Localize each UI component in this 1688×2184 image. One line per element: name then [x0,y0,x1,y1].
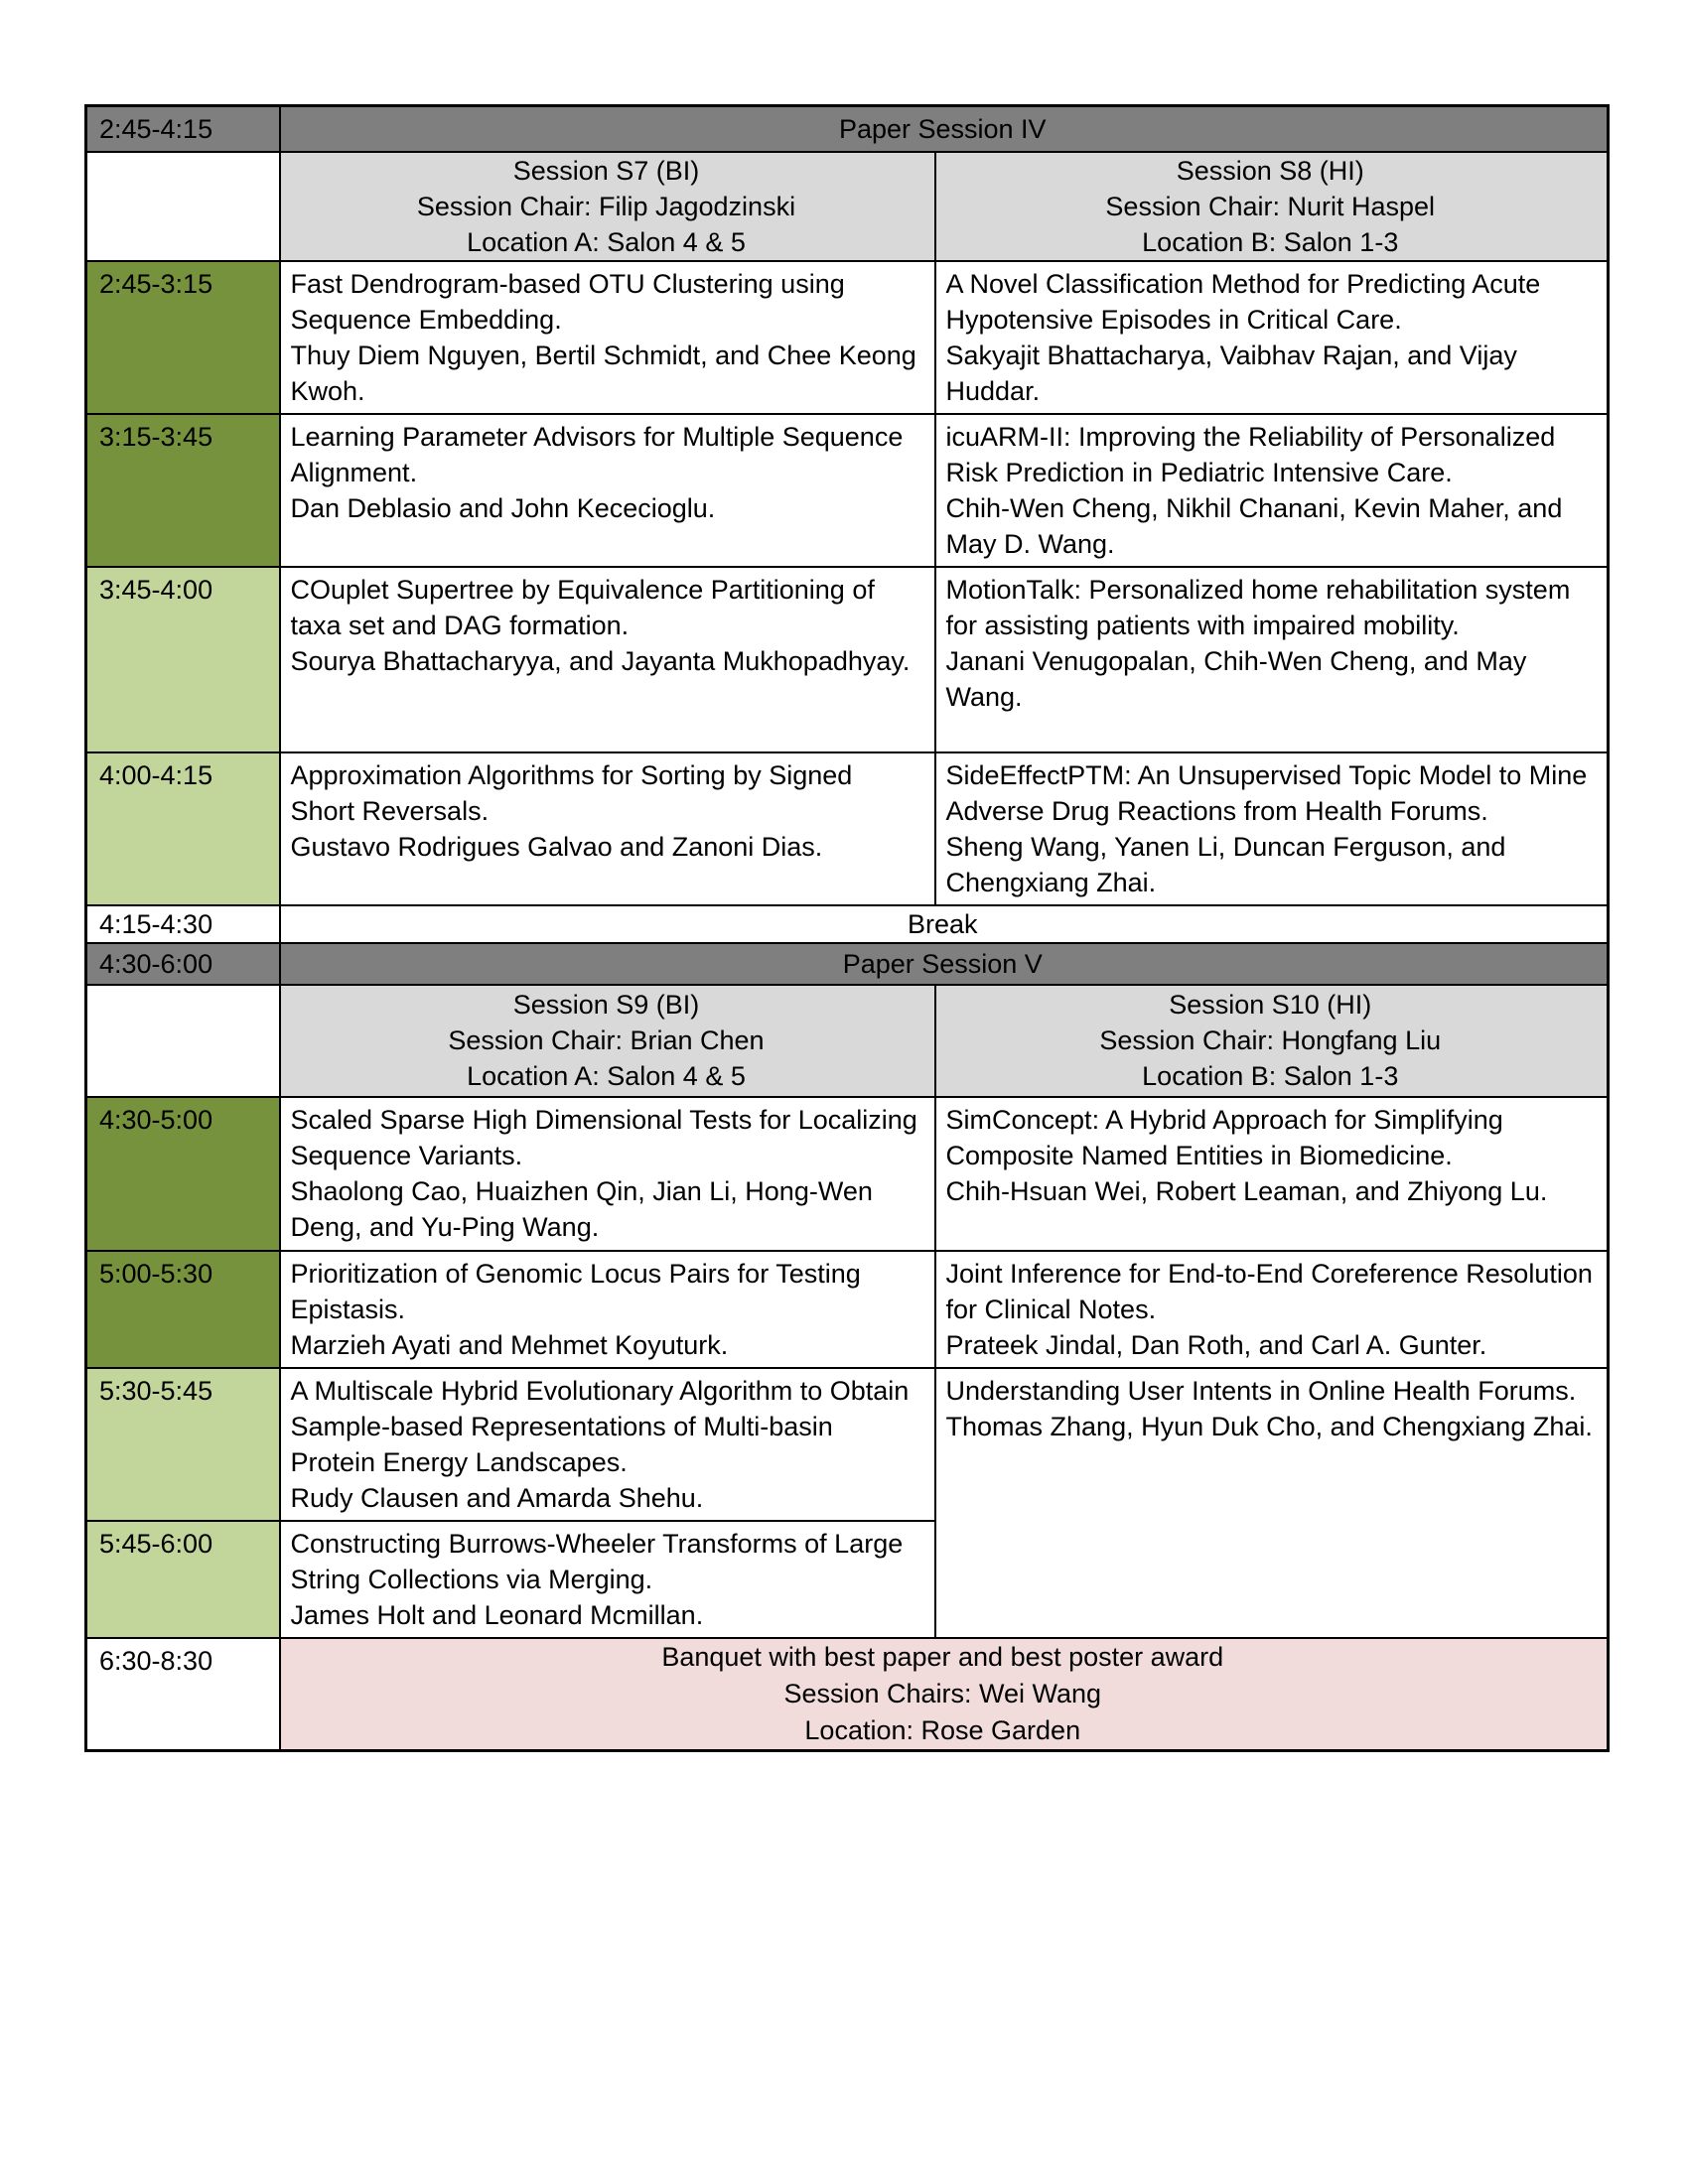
paper-authors: Janani Venugopalan, Chih-Wen Cheng, and May Wang. [945,645,1527,712]
banquet-chairs: Session Chairs: Wei Wang [783,1678,1102,1708]
paper-authors: Sakyajit Bhattacharya, Vaibhav Rajan, and Vijay Huddar. [945,340,1517,406]
time-cell: 4:15-4:30 [86,905,280,943]
section-time-cell: 2:45-4:15 [86,106,280,152]
session-name: Session S9 (BI) [512,990,700,1020]
paper-title: SimConcept: A Hybrid Approach for Simplifying Composite Named Entities in Biomedicine. [945,1104,1503,1170]
paper-authors: Marzieh Ayati and Mehmet Koyuturk. [290,1329,729,1360]
paper-authors: Gustavo Rodrigues Galvao and Zanoni Dias. [290,831,823,862]
paper-title: icuARM-II: Improving the Reliability of Personalized Risk Prediction in Pediatric Intensive Care. [945,421,1556,487]
section-header-row [86,943,1609,985]
paper-authors: Thomas Zhang, Hyun Duk Cho, and Chengxiang Zhai. [945,1411,1593,1441]
paper-title: Fast Dendrogram-based OTU Clustering using Sequence Embedding. [290,268,845,335]
paper-title: COuplet Supertree by Equivalence Partitioning of taxa set and DAG formation. [290,574,875,640]
paper-title: Approximation Algorithms for Sorting by Signed Short Reversals. [290,759,853,826]
session-name: Session S10 (HI) [1169,990,1372,1020]
section-time-cell: 4:30-6:00 [86,943,280,985]
time-cell: 5:45-6:00 [86,1521,280,1638]
time-cell: 3:45-4:00 [86,567,280,752]
schedule-row [86,1368,1609,1521]
session-chair: Session Chair: Nurit Haspel [1105,191,1436,221]
paper-authors: Chih-Wen Cheng, Nikhil Chanani, Kevin Maher, and May D. Wang. [945,492,1563,559]
section-header-row [86,106,1609,152]
time-cell: 4:00-4:15 [86,752,280,905]
paper-title: Scaled Sparse High Dimensional Tests for Localizing Sequence Variants. [290,1104,917,1170]
empty-time-cell [86,985,280,1097]
paper-cell [280,414,935,567]
time-cell: 5:30-5:45 [86,1368,280,1521]
session-name: Session S7 (BI) [512,155,700,186]
session-location: Location A: Salon 4 & 5 [467,1061,746,1091]
paper-cell [935,567,1609,752]
session-s7-header [280,152,935,261]
schedule-row [86,261,1609,414]
session-header-row [86,152,1609,261]
paper-title: Constructing Burrows-Wheeler Transforms of Large String Collections via Merging. [290,1528,904,1594]
paper-title: Prioritization of Genomic Locus Pairs for Testing Epistasis. [290,1258,861,1324]
session-chair: Session Chair: Hongfang Liu [1099,1025,1442,1055]
schedule-row [86,1097,1609,1251]
paper-cell [280,1521,935,1638]
paper-cell [280,1097,935,1251]
paper-authors: Sheng Wang, Yanen Li, Duncan Ferguson, and Chengxiang Zhai. [945,831,1506,897]
break-row [86,905,1609,943]
session-location: Location B: Salon 1-3 [1142,1061,1399,1091]
banquet-location: Location: Rose Garden [804,1714,1081,1745]
paper-cell [935,261,1609,414]
time-cell: 4:30-5:00 [86,1097,280,1251]
paper-authors: Shaolong Cao, Huaizhen Qin, Jian Li, Hong-Wen Deng, and Yu-Ping Wang. [290,1175,873,1242]
time-cell: 3:15-3:45 [86,414,280,567]
paper-authors: Prateek Jindal, Dan Roth, and Carl A. Gunter. [945,1329,1487,1360]
paper-title: SideEffectPTM: An Unsupervised Topic Model to Mine Adverse Drug Reactions from Health Forums. [945,759,1588,826]
session-location: Location B: Salon 1-3 [1142,226,1399,257]
time-cell: 2:45-3:15 [86,261,280,414]
paper-title: MotionTalk: Personalized home rehabilitation system for assisting patients with impaired mobility. [945,574,1571,640]
schedule-row [86,752,1609,905]
paper-authors: Dan Deblasio and John Kececioglu. [290,492,716,523]
paper-authors: Chih-Hsuan Wei, Robert Leaman, and Zhiyong Lu. [945,1175,1548,1206]
paper-title: Understanding User Intents in Online Health Forums. [945,1375,1577,1406]
paper-cell-merged [935,1368,1609,1638]
paper-authors: Sourya Bhattacharyya, and Jayanta Mukhopadhyay. [290,645,911,676]
paper-cell [935,414,1609,567]
paper-title: A Multiscale Hybrid Evolutionary Algorithm to Obtain Sample-based Representations of Multi-basin Protein Energy Landscapes. [290,1375,910,1477]
paper-cell [935,752,1609,905]
empty-time-cell [86,152,280,261]
schedule-row [86,1251,1609,1368]
break-label-cell: Break [280,905,1609,943]
session-s9-header [280,985,935,1097]
schedule-row [86,567,1609,752]
section-title-cell: Paper Session V [280,943,1609,985]
schedule-row [86,414,1609,567]
paper-title: A Novel Classification Method for Predicting Acute Hypotensive Episodes in Critical Care. [945,268,1541,335]
paper-authors: Rudy Clausen and Amarda Shehu. [290,1482,704,1513]
session-chair: Session Chair: Filip Jagodzinski [416,191,796,221]
session-s8-header [935,152,1609,261]
banquet-row [86,1638,1609,1751]
paper-cell [280,1368,935,1521]
schedule-table [84,104,1610,1752]
session-location: Location A: Salon 4 & 5 [467,226,746,257]
banquet-cell [280,1638,1609,1751]
paper-authors: Thuy Diem Nguyen, Bertil Schmidt, and Chee Keong Kwoh. [290,340,916,406]
section-title-cell: Paper Session IV [280,106,1609,152]
paper-authors: James Holt and Leonard Mcmillan. [290,1599,704,1630]
paper-cell [280,567,935,752]
session-name: Session S8 (HI) [1176,155,1364,186]
paper-cell [280,752,935,905]
paper-cell [280,1251,935,1368]
session-s10-header [935,985,1609,1097]
paper-title: Joint Inference for End-to-End Coreference Resolution for Clinical Notes. [945,1258,1593,1324]
paper-cell [280,261,935,414]
time-cell: 6:30-8:30 [86,1638,280,1751]
session-header-row [86,985,1609,1097]
banquet-title: Banquet with best paper and best poster award [661,1641,1224,1672]
paper-cell [935,1251,1609,1368]
session-chair: Session Chair: Brian Chen [448,1025,765,1055]
schedule-table-wrap [84,104,1610,1752]
paper-cell [935,1097,1609,1251]
time-cell: 5:00-5:30 [86,1251,280,1368]
paper-title: Learning Parameter Advisors for Multiple Sequence Alignment. [290,421,904,487]
